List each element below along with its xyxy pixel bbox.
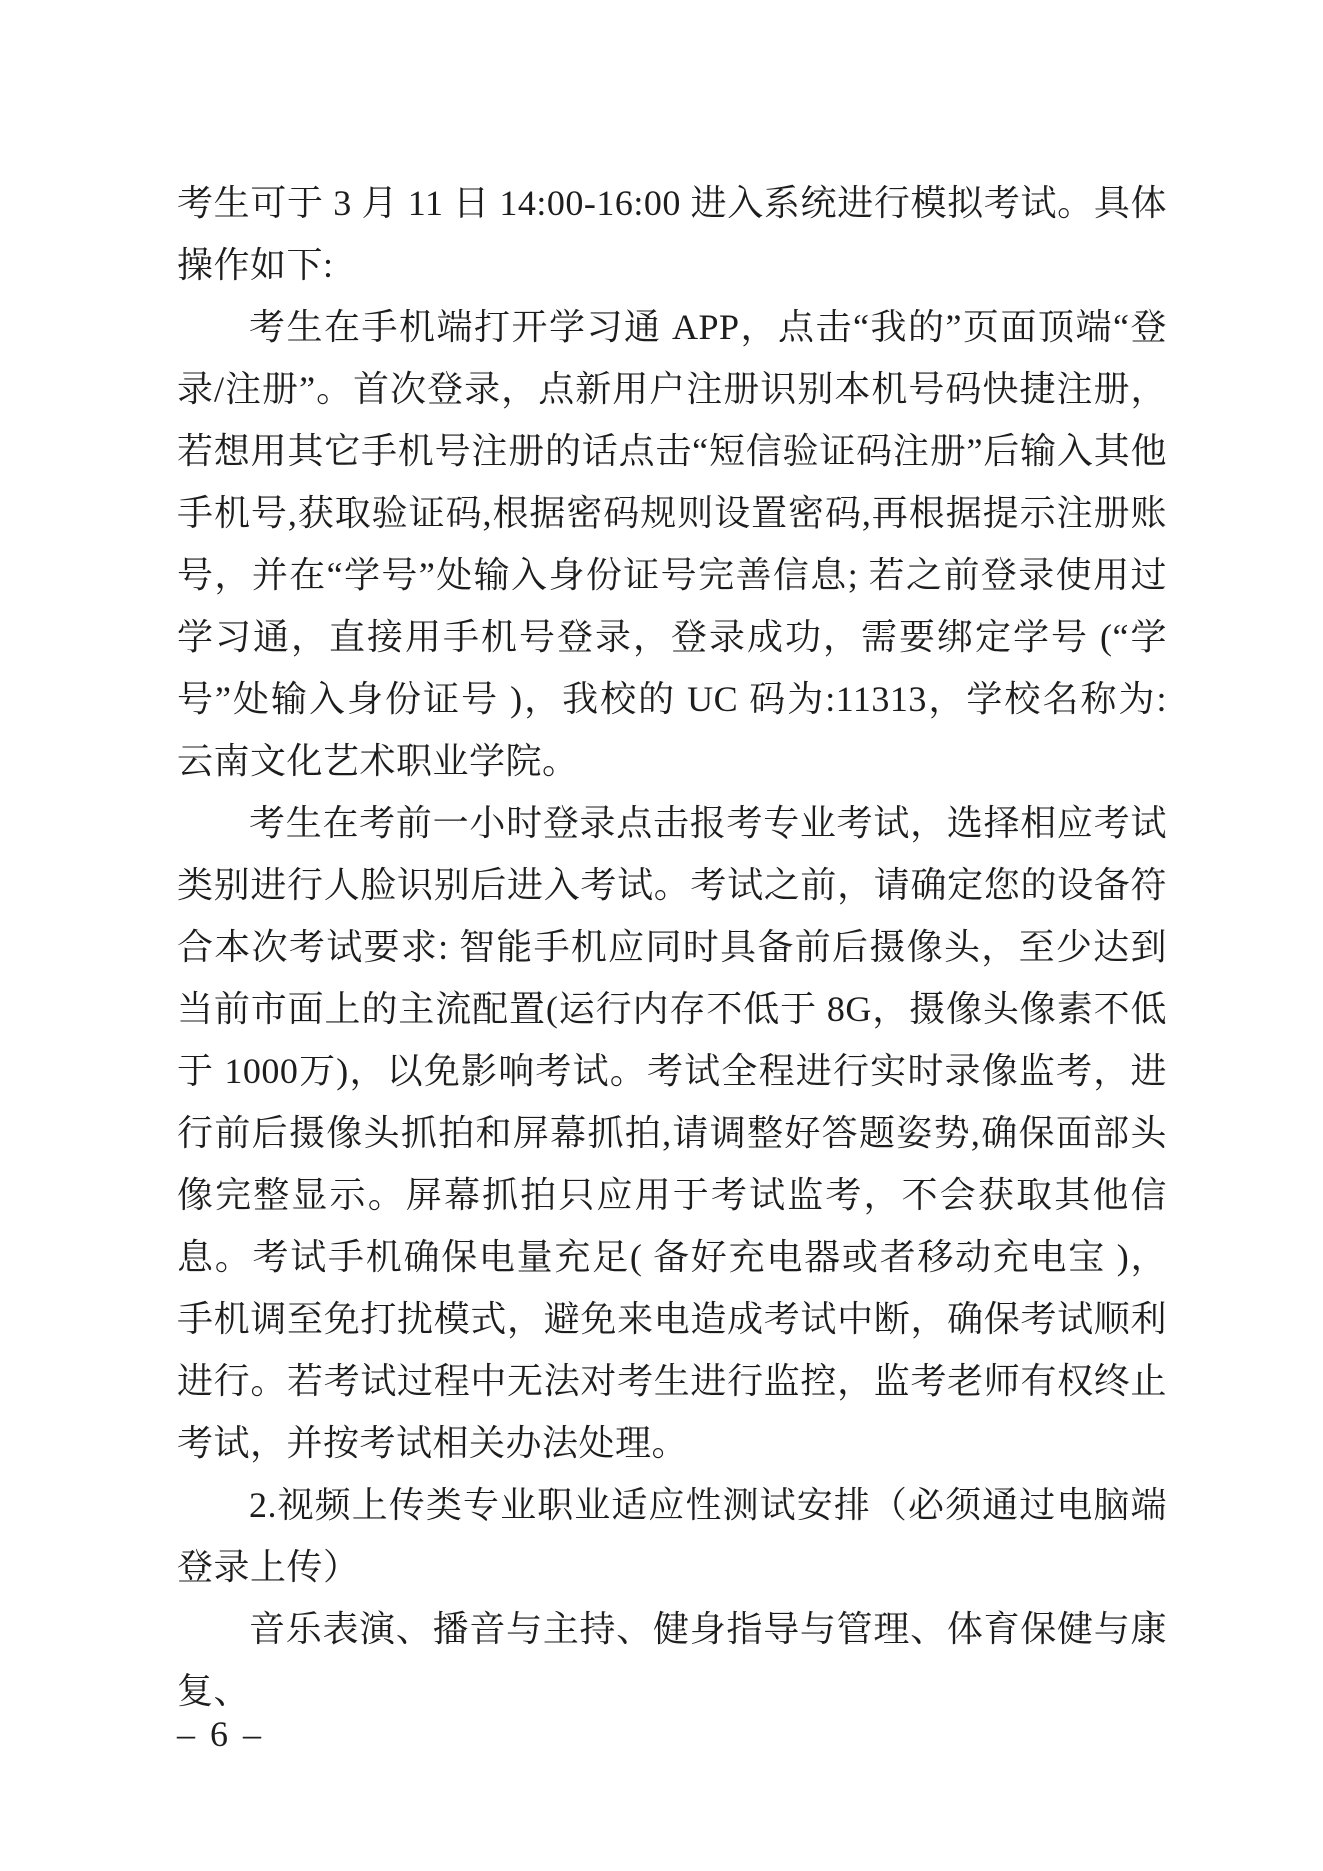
paragraph: 音乐表演、播音与主持、健身指导与管理、体育保健与康复、 bbox=[177, 1609, 1167, 1711]
paragraph: 2.视频上传类专业职业适应性测试安排（必须通过电脑端登录上传） bbox=[177, 1485, 1167, 1587]
paragraph: 考生在考前一小时登录点击报考专业考试，选择相应考试类别进行人脸识别后进入考试。考试之前，请确定您的设备符合本次考试要求: 智能手机应同时具备前后摄像头，至少达到当前市面上的主流配置(运行内存不低于 8G，摄像头像素不低于 1000万)，以免影响考试。考试全程进行实时录像监考，进行前后摄像头抓拍和屏幕抓拍,请调整好答题姿势,确保面部头像完整显示。屏幕抓拍只应用于考试监考，不会获取其他信息。考试手机确保电量充足( 备好充电器或者移动充电宝 )，手机调至免打扰模式，避免来电造成考试中断，确保考试顺利进行。若考试过程中无法对考生进行监控，监考老师有权终止考试，并按考试相关办法处理。 bbox=[177, 803, 1167, 1463]
body-text bbox=[177, 172, 1167, 1722]
paragraph: 考生在手机端打开学习通 APP，点击“我的”页面顶端“登录/注册”。首次登录，点新用户注册识别本机号码快捷注册，若想用其它手机号注册的话点击“短信验证码注册”后输入其他手机号,获取验证码,根据密码规则设置密码,再根据提示注册账号，并在“学号”处输入身份证号完善信息; 若之前登录使用过学习通，直接用手机号登录，登录成功，需要绑定学号 (“学号”处输入身份证号 )，我校的 UC 码为:11313，学校名称为: 云南文化艺术职业学院。 bbox=[177, 307, 1167, 781]
paragraph: 考生可于 3 月 11 日 14:00-16:00 进入系统进行模拟考试。具体操作如下: bbox=[177, 183, 1167, 285]
page-number: – 6 – bbox=[177, 1714, 264, 1754]
